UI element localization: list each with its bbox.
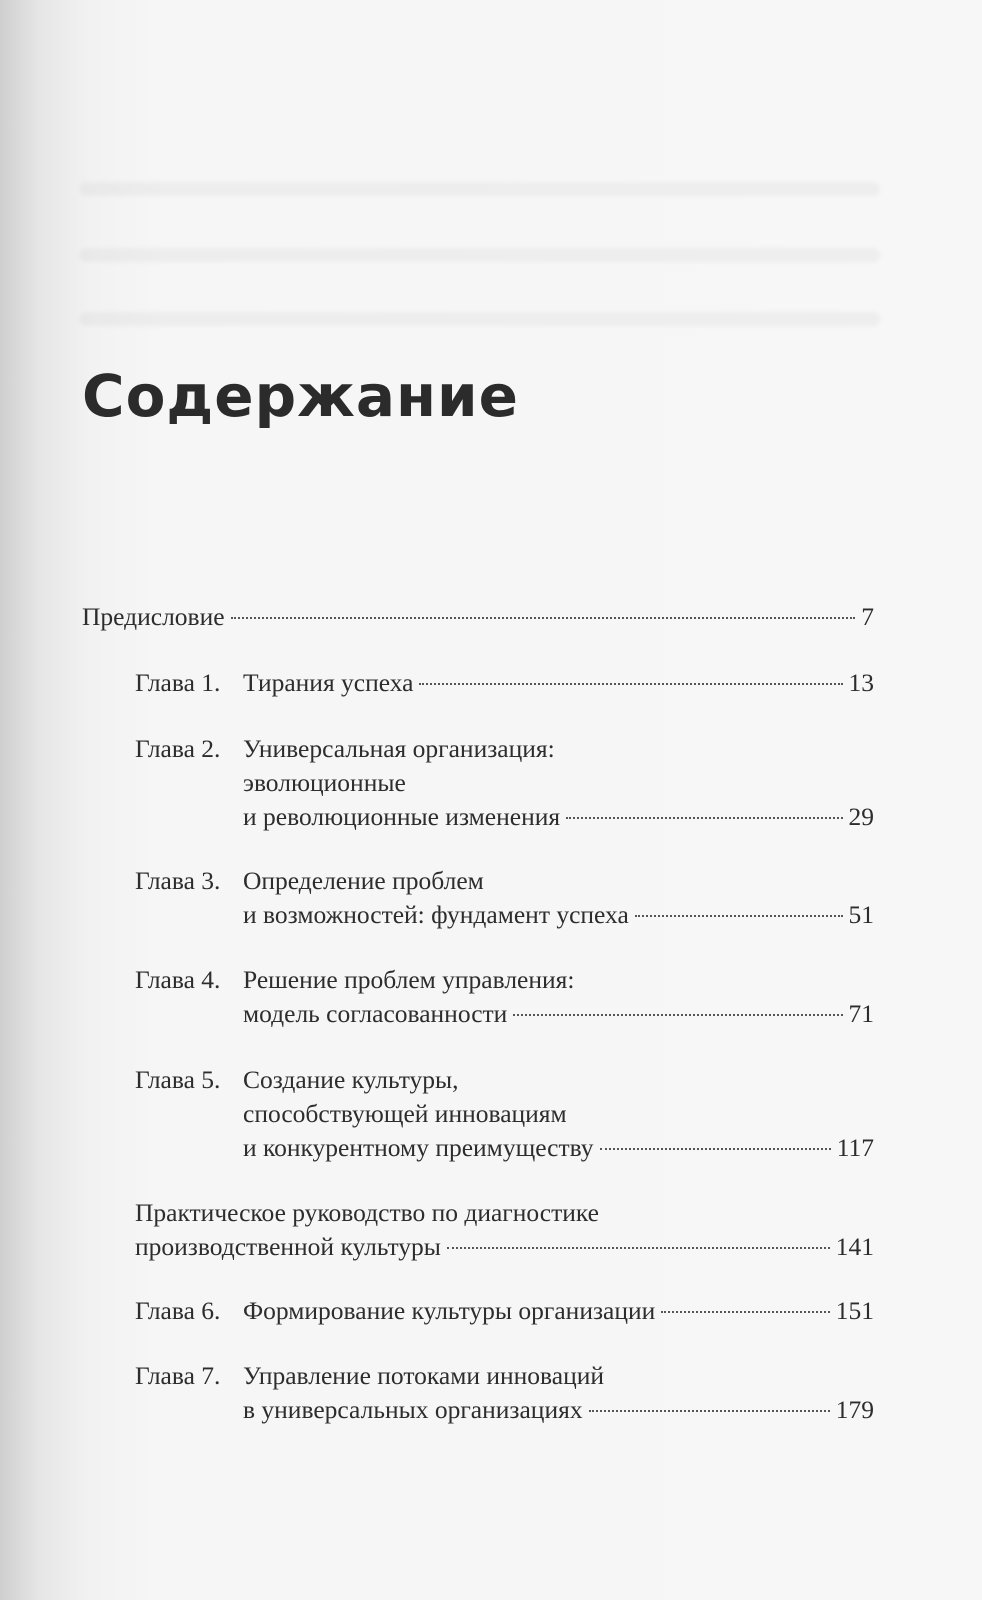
toc-page-number: 7: [861, 602, 874, 631]
toc-line: [135, 864, 874, 898]
toc-entry-text: Определение проблем: [243, 866, 484, 895]
toc-entry-text: Тирания успеха: [243, 668, 414, 697]
toc-entry-chapter-6[interactable]: [135, 1294, 874, 1328]
toc-line: [135, 1196, 874, 1230]
toc-line: [135, 732, 874, 766]
chapter-label: Глава 3.: [135, 866, 221, 895]
toc-entry-chapter-7[interactable]: [135, 1359, 874, 1427]
dot-leader: [635, 915, 843, 917]
toc-line: [135, 1097, 874, 1131]
toc-page-number: 151: [835, 1296, 874, 1325]
page-title: Содержание: [82, 362, 520, 430]
dot-leader: [661, 1311, 829, 1313]
toc-entry-text: Управление потоками инноваций: [243, 1361, 605, 1390]
toc-entry-chapter-5[interactable]: [135, 1063, 874, 1165]
toc-entry-text: и возможностей: фундамент успеха: [243, 900, 629, 929]
toc-page-number: 13: [848, 668, 874, 697]
dot-leader: [513, 1014, 842, 1016]
toc-line: [135, 766, 874, 800]
toc-page-number: 29: [848, 802, 874, 831]
dot-leader: [231, 617, 856, 619]
toc-line: [135, 1230, 874, 1264]
toc-entry-preface[interactable]: [82, 600, 874, 634]
toc-line: [135, 1294, 874, 1328]
toc-page-number: 71: [848, 999, 874, 1028]
toc-line: [135, 1131, 874, 1165]
toc-line: [135, 997, 874, 1031]
toc-page-number: 141: [835, 1232, 874, 1261]
toc-page-number: 51: [848, 900, 874, 929]
toc-entry-text: Решение проблем управления:: [243, 965, 575, 994]
chapter-label: Глава 5.: [135, 1065, 221, 1094]
chapter-label: Глава 2.: [135, 734, 221, 763]
toc-entry-text: и конкурентному преимуществу: [243, 1133, 594, 1162]
toc-page-number: 179: [835, 1395, 874, 1424]
toc-line: [135, 963, 874, 997]
dot-leader: [566, 817, 842, 819]
toc-line: [135, 800, 874, 834]
toc-entry-text: Универсальная организация:: [243, 734, 555, 763]
toc-entry-practical-guide[interactable]: [135, 1196, 874, 1264]
toc-entry-chapter-4[interactable]: [135, 963, 874, 1031]
toc-entry-text: способствующей инновациям: [243, 1099, 567, 1128]
chapter-label: Глава 6.: [135, 1296, 221, 1325]
toc-entry-text: и революционные изменения: [243, 802, 561, 831]
toc-entry-text: модель согласованности: [243, 999, 508, 1028]
dot-leader: [600, 1148, 831, 1150]
toc-entry-chapter-2[interactable]: [135, 732, 874, 834]
toc-entry-chapter-3[interactable]: [135, 864, 874, 932]
toc-entry-text: в универсальных организациях: [243, 1395, 583, 1424]
toc-line: [135, 898, 874, 932]
chapter-label: Глава 4.: [135, 965, 221, 994]
toc-line: [135, 666, 874, 700]
toc-line: [135, 1393, 874, 1427]
chapter-label: Глава 1.: [135, 668, 221, 697]
toc-entry-text: Практическое руководство по диагностике: [135, 1198, 599, 1227]
toc-entry-text: производственной культуры: [135, 1232, 441, 1261]
toc-line: [135, 1063, 874, 1097]
chapter-label: Глава 7.: [135, 1361, 221, 1390]
toc-entry-chapter-1[interactable]: [135, 666, 874, 700]
toc-line: [135, 1359, 874, 1393]
dot-leader: [589, 1410, 830, 1412]
toc-entry-text: Формирование культуры организации: [243, 1296, 656, 1325]
dot-leader: [419, 683, 842, 685]
toc-line: [82, 600, 874, 634]
toc-entry-text: эволюционные: [243, 768, 406, 797]
toc-entry-text: Создание культуры,: [243, 1065, 459, 1094]
toc-entry-text: Предисловие: [82, 602, 225, 631]
toc-page-number: 117: [836, 1133, 874, 1162]
dot-leader: [447, 1247, 830, 1249]
